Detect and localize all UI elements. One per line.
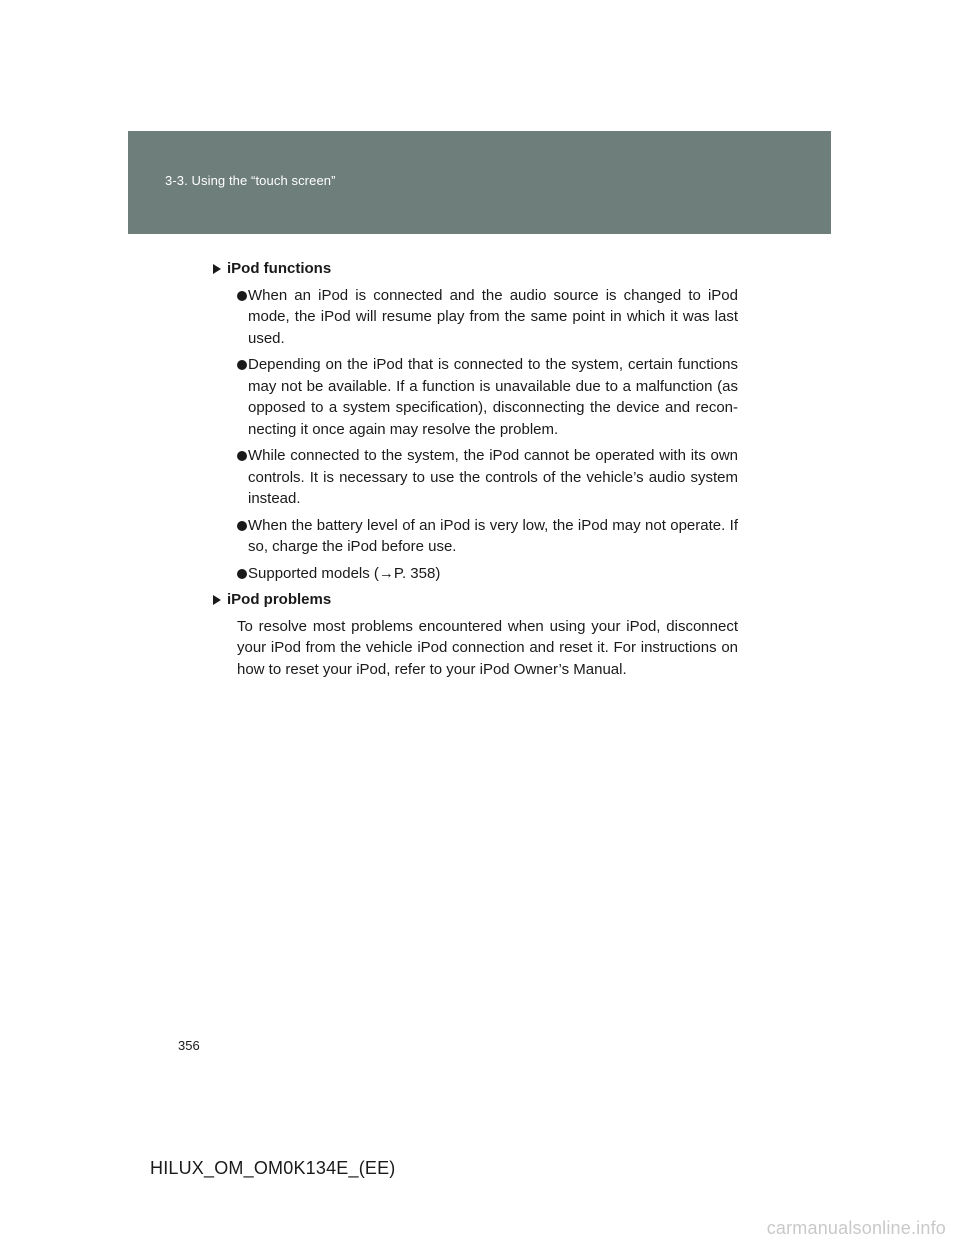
section-heading-ipod-problems xyxy=(212,589,738,611)
list-item-text: Depending on the iPod that is connected to the system, certain functions may not be available. If a function is unavailable due to a malfunction (as opposed to a system specification), disconnecting the device and recon-necting it once again may resolve the problem. xyxy=(248,356,738,438)
list-item xyxy=(212,285,738,350)
page-number: 356 xyxy=(178,1038,200,1053)
bullet-dot-icon xyxy=(237,291,247,301)
list-item-text: When the battery level of an iPod is very low, the iPod may not operate. If so, charge the iPod before use. xyxy=(248,516,738,555)
triangle-bullet-icon xyxy=(213,264,221,274)
list-item xyxy=(212,515,738,558)
section-title: 3-3. Using the “touch screen” xyxy=(165,173,336,188)
bullet-dot-icon xyxy=(237,521,247,531)
bullet-dot-icon xyxy=(237,569,247,579)
list-item xyxy=(212,563,738,585)
watermark: carmanualsonline.info xyxy=(766,1218,946,1238)
section-heading-text: iPod problems xyxy=(227,591,332,608)
list-item xyxy=(212,354,738,440)
ipod-functions-list xyxy=(212,285,738,585)
section-heading-ipod-functions xyxy=(212,258,738,280)
ipod-problems-paragraph: To resolve most problems encountered when using your iPod, disconnect your iPod from the vehicle iPod connection and reset it. For instructions on how to reset your iPod, refer to your iPod Owner’s Manual. xyxy=(237,617,738,678)
header-band xyxy=(128,131,831,234)
bullet-dot-icon xyxy=(237,451,247,461)
document-code: HILUX_OM_OM0K134E_(EE) xyxy=(150,1158,396,1178)
list-item-text: When an iPod is connected and the audio source is changed to iPod mode, the iPod will resume play from the same point in which it was last used. xyxy=(248,286,738,347)
triangle-bullet-icon xyxy=(213,595,221,605)
list-item-text: Supported models (→P. 358) xyxy=(248,564,441,582)
bullet-dot-icon xyxy=(237,360,247,370)
main-content xyxy=(212,258,738,680)
section-heading-text: iPod functions xyxy=(227,260,332,277)
list-item-text: While connected to the system, the iPod cannot be operated with its own controls. It is necessary to use the controls of the vehicle’s audio system instead. xyxy=(248,447,738,507)
list-item xyxy=(212,445,738,510)
